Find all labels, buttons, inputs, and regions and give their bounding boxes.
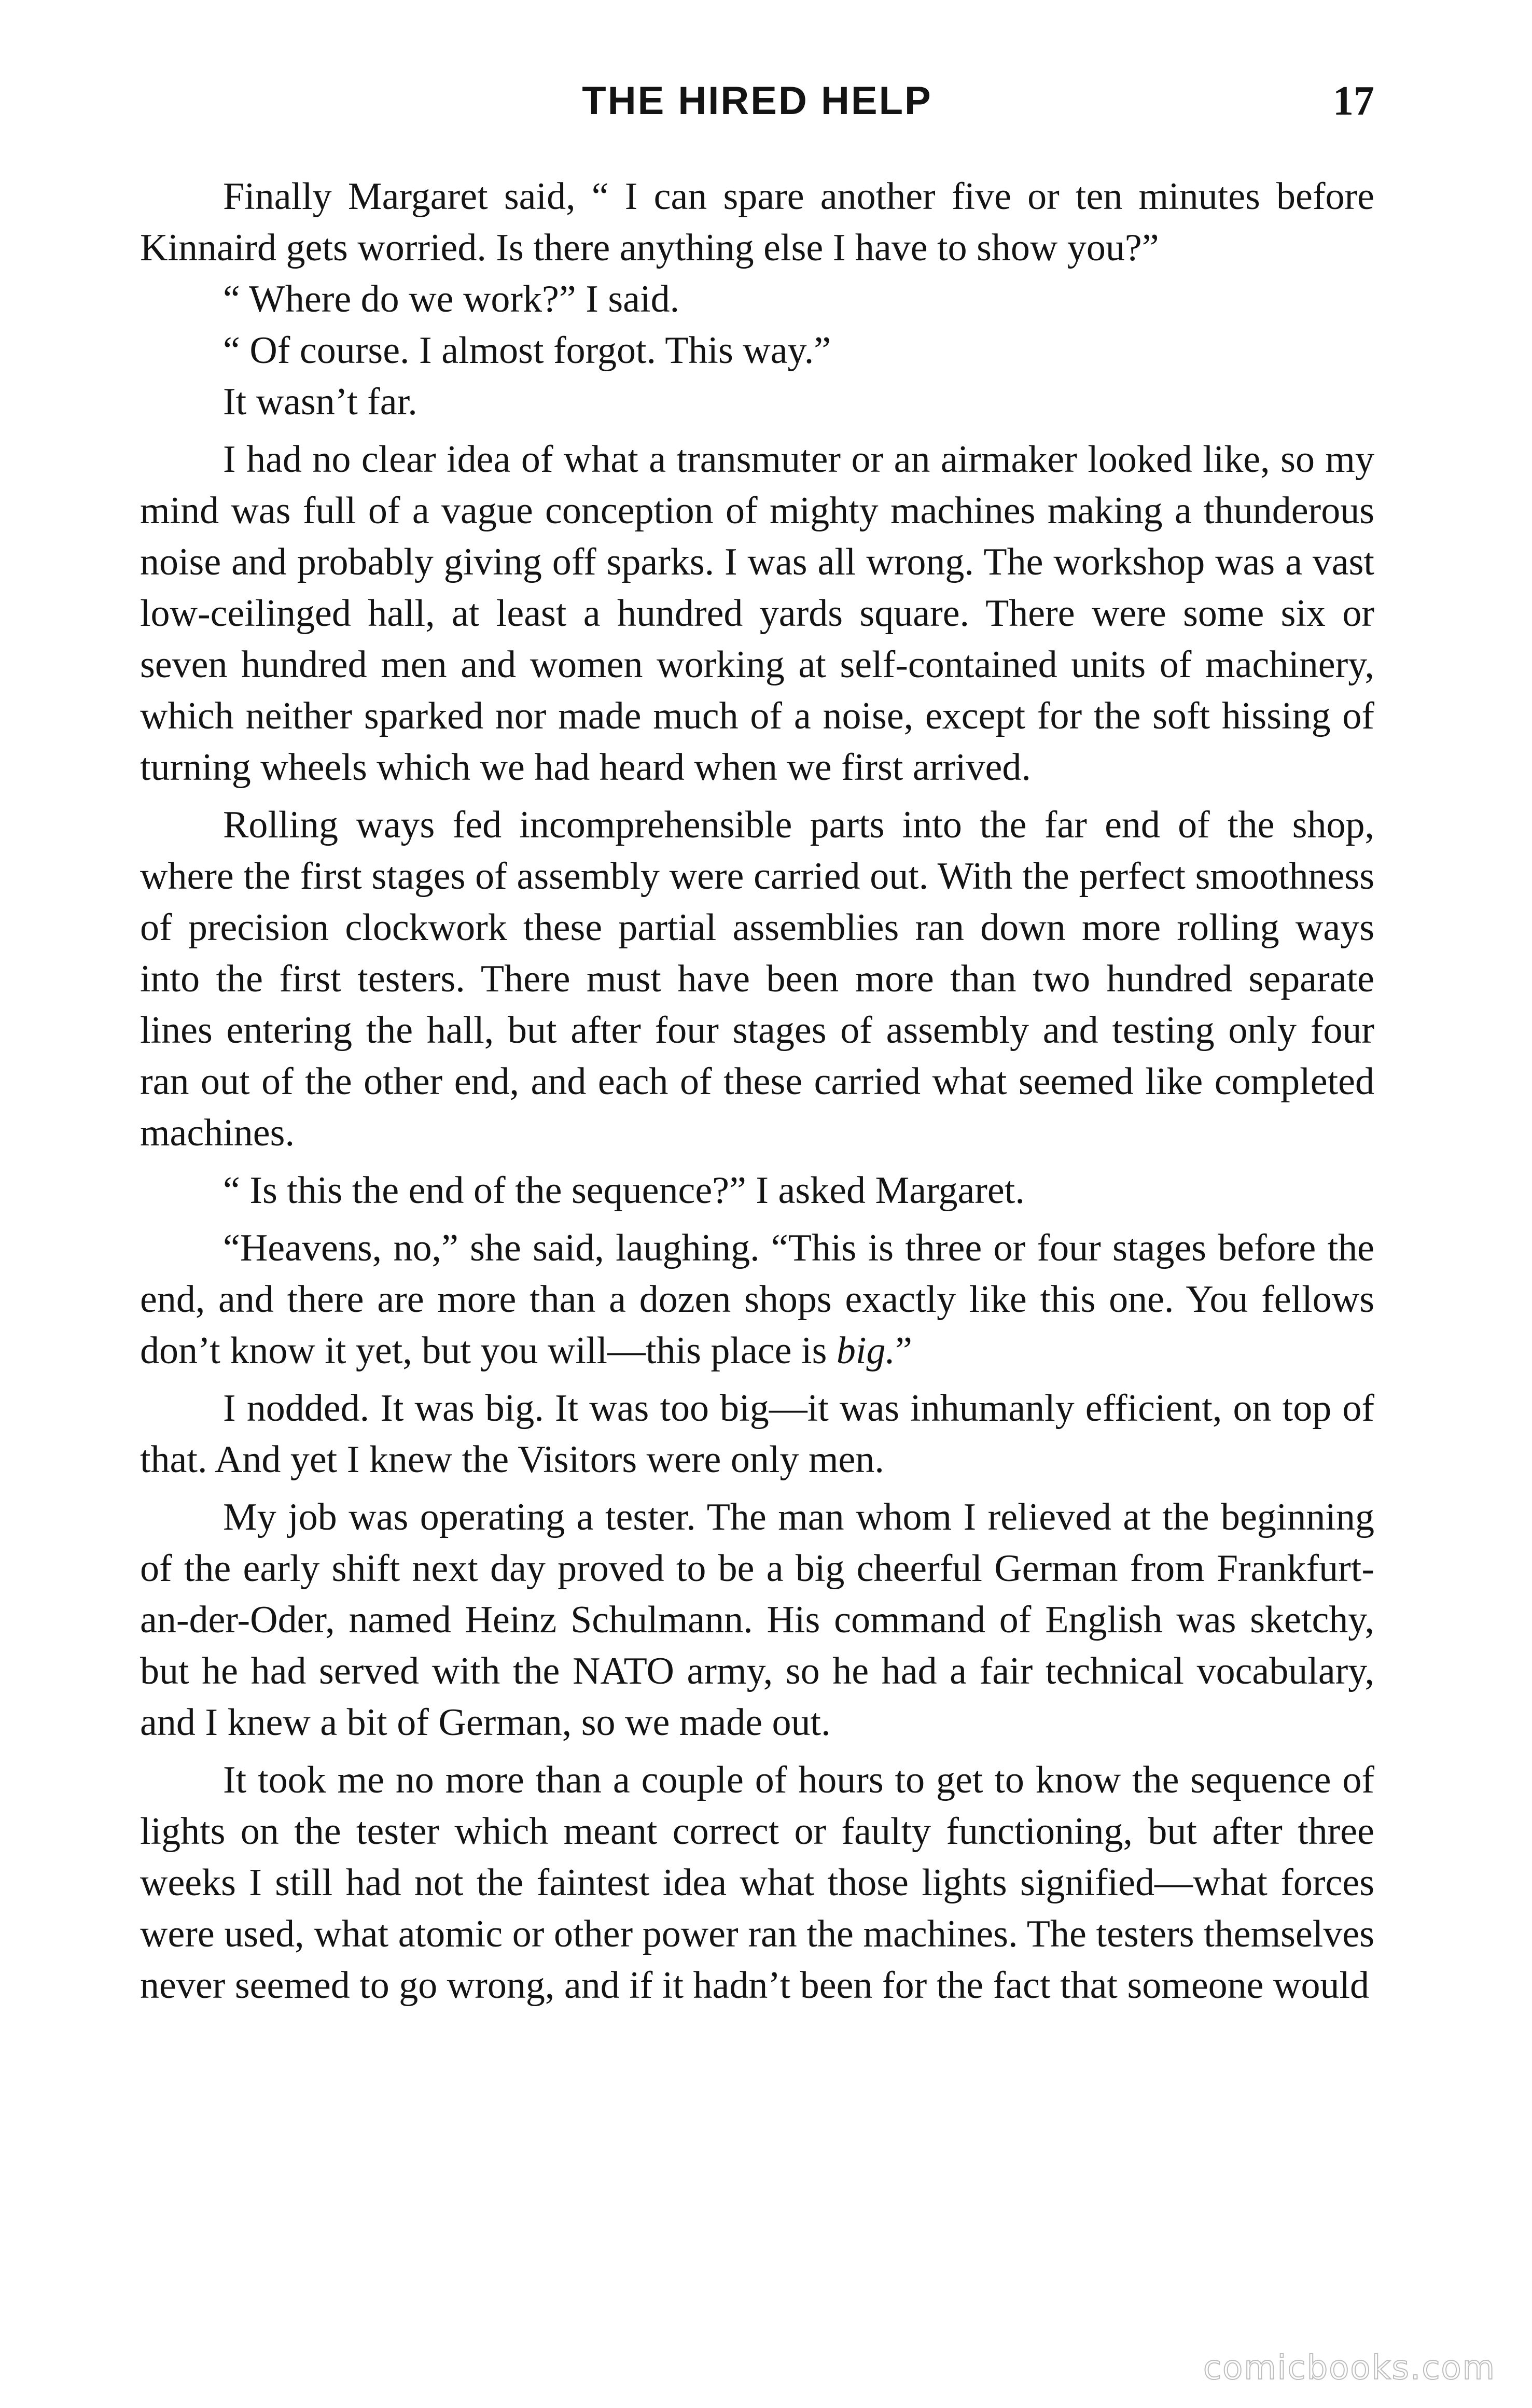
paragraph: I nodded. It was big. It was too big—it was inhumanly efficient, on top of that. And yet I knew the Visitors were only men. [140,1387,1374,1481]
paragraph: “ Where do we work?” I said. [223,278,680,320]
paragraph-text: “Heavens, no,” she said, laughing. “This is three or four stages before the end, and there are more than a dozen shops exactly like this one. You fellows don’t know it yet, but you will—this place is [140,1227,1374,1372]
watermark: comicbooks.com [1203,2349,1496,2387]
paragraph: “ Of course. I almost forgot. This way.” [223,329,831,372]
paragraph: My job was operating a tester. The man whom I relieved at the beginning of the early shift next day proved to be a big cheerful German from Frankfurt-an-der-Oder, named Heinz Schulmann. His command of English was sketchy, but he had served with the NATO army, so he had a fair technical vocabulary, and I knew a bit of German, so we made out. [140,1496,1374,1744]
body-text [140,171,1374,2011]
paragraph: “ Is this the end of the sequence?” I asked Margaret. [223,1169,1025,1212]
paragraph: It wasn’t far. [223,381,417,423]
paragraph: It took me no more than a couple of hours to get to know the sequence of lights on the tester which meant correct or faulty functioning, but after three weeks I still had not the faintest idea what those lights signified—what forces were used, what atomic or other power ran the machines. The testers themselves never seemed to go wrong, and if it hadn’t been for the fact that someone would [140,1759,1374,2007]
paragraph [140,1223,1374,1377]
closing-quote: ” [895,1329,912,1372]
page-number: 17 [1333,78,1374,124]
paragraph: Finally Margaret said, “ I can spare another five or ten minutes before Kinnaird gets worried. Is there anything else I have to show you?” [140,175,1374,269]
running-head [140,73,1374,130]
emphasis-word: big. [836,1329,895,1372]
paragraph: I had no clear idea of what a transmuter or an airmaker looked like, so my mind was full of a vague conception of mighty machines making a thunderous noise and probably giving off sparks. I was all wrong. The workshop was a vast low-ceilinged hall, at least a hundred yards square. There were some six or seven hundred men and women working at self-contained units of machinery, which neither sparked nor made much of a noise, except for the soft hissing of turning wheels which we had heard when we first arrived. [140,438,1374,789]
paragraph: Rolling ways fed incomprehensible parts into the far end of the shop, where the first stages of assembly were carried out. With the perfect smoothness of precision clockwork these partial assemblies ran down more rolling ways into the first testers. There must have been more than two hundred separate lines entering the hall, but after four stages of assembly and testing only four ran out of the other end, and each of these carried what seemed like completed machines. [140,804,1374,1154]
running-title: THE HIRED HELP [582,79,932,123]
